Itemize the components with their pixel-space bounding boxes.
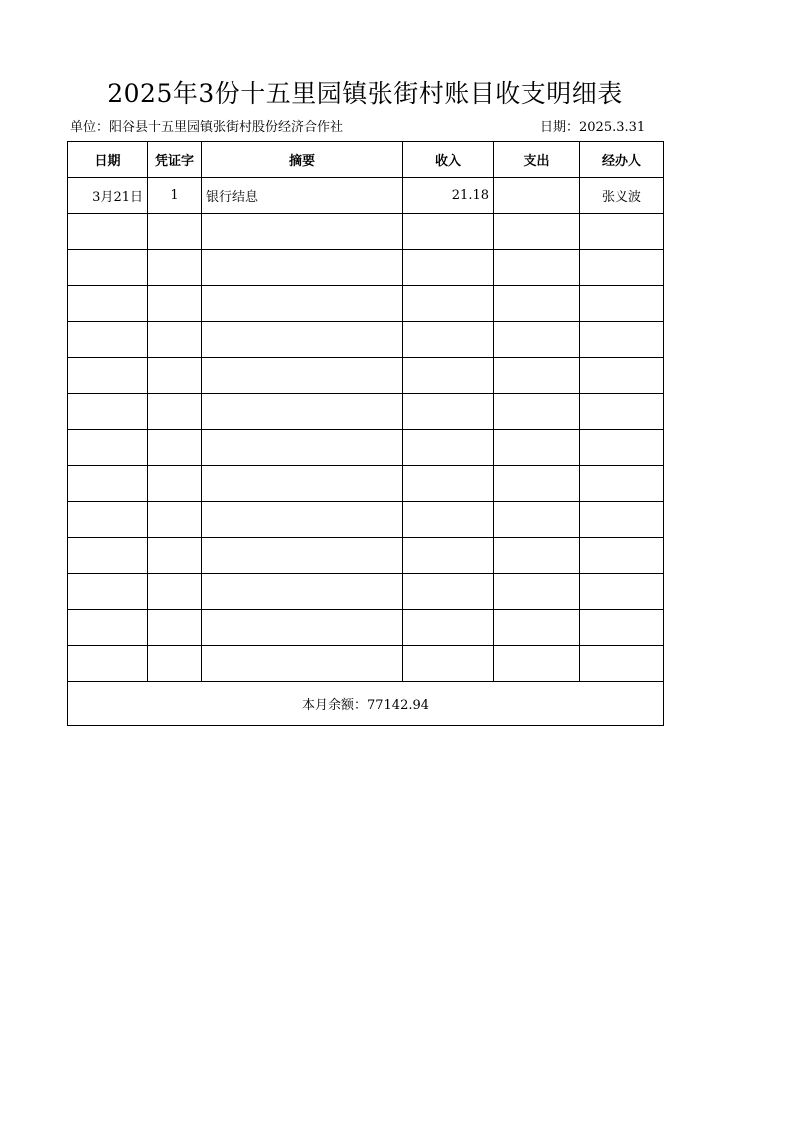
cell-summary — [202, 286, 403, 322]
cell-income — [403, 610, 494, 646]
cell-date — [68, 250, 148, 286]
cell-summary — [202, 502, 403, 538]
page-title: 2025年3份十五里园镇张街村账目收支明细表 — [107, 79, 623, 108]
cell-voucher — [148, 358, 202, 394]
header-expense: 支出 — [494, 142, 580, 178]
unit-label: 单位：阳谷县十五里园镇张街村股份经济合作社 — [70, 120, 344, 135]
cell-expense — [494, 358, 580, 394]
cell-handler — [580, 610, 664, 646]
ledger-body — [68, 178, 664, 682]
cell-summary: 银行结息 — [202, 178, 403, 214]
cell-expense — [494, 574, 580, 610]
cell-date — [68, 610, 148, 646]
cell-expense — [494, 250, 580, 286]
table-row — [68, 358, 664, 394]
cell-voucher — [148, 610, 202, 646]
header-income: 收入 — [403, 142, 494, 178]
cell-income — [403, 574, 494, 610]
cell-date — [68, 646, 148, 682]
table-row — [68, 466, 664, 502]
header-summary: 摘要 — [202, 142, 403, 178]
cell-expense — [494, 502, 580, 538]
cell-summary — [202, 574, 403, 610]
table-row — [68, 538, 664, 574]
balance-row — [68, 682, 664, 726]
cell-voucher — [148, 430, 202, 466]
header-date: 日期 — [68, 142, 148, 178]
table-row — [68, 286, 664, 322]
cell-income — [403, 430, 494, 466]
cell-income — [403, 286, 494, 322]
cell-handler — [580, 538, 664, 574]
cell-handler — [580, 250, 664, 286]
table-row — [68, 394, 664, 430]
cell-voucher — [148, 286, 202, 322]
table-row — [68, 610, 664, 646]
table-row — [68, 574, 664, 610]
cell-expense — [494, 466, 580, 502]
cell-handler — [580, 502, 664, 538]
cell-handler — [580, 322, 664, 358]
cell-voucher — [148, 322, 202, 358]
date-label: 日期：2025.3.31 — [540, 120, 646, 135]
table-row — [68, 214, 664, 250]
cell-voucher — [148, 574, 202, 610]
cell-income — [403, 502, 494, 538]
cell-date — [68, 538, 148, 574]
cell-date — [68, 394, 148, 430]
cell-voucher — [148, 214, 202, 250]
cell-summary — [202, 466, 403, 502]
cell-summary — [202, 430, 403, 466]
cell-voucher — [148, 502, 202, 538]
cell-handler — [580, 574, 664, 610]
cell-income — [403, 466, 494, 502]
cell-date — [68, 502, 148, 538]
cell-income — [403, 538, 494, 574]
cell-income: 21.18 — [403, 178, 494, 214]
cell-date: 3月21日 — [68, 178, 148, 214]
cell-summary — [202, 358, 403, 394]
cell-handler — [580, 430, 664, 466]
cell-voucher: 1 — [148, 178, 202, 214]
cell-income — [403, 322, 494, 358]
cell-summary — [202, 538, 403, 574]
header-row — [68, 142, 664, 178]
cell-date — [68, 358, 148, 394]
cell-handler — [580, 358, 664, 394]
cell-date — [68, 466, 148, 502]
table-row — [68, 322, 664, 358]
cell-summary — [202, 394, 403, 430]
cell-expense — [494, 538, 580, 574]
table-row — [68, 430, 664, 466]
cell-handler — [580, 394, 664, 430]
header-handler: 经办人 — [580, 142, 664, 178]
cell-date — [68, 574, 148, 610]
cell-expense — [494, 610, 580, 646]
cell-summary — [202, 610, 403, 646]
cell-voucher — [148, 466, 202, 502]
cell-handler — [580, 646, 664, 682]
cell-income — [403, 214, 494, 250]
cell-voucher — [148, 646, 202, 682]
table-row — [68, 646, 664, 682]
cell-handler — [580, 214, 664, 250]
balance-cell: 本月余额：77142.94 — [68, 682, 664, 726]
cell-voucher — [148, 538, 202, 574]
cell-expense — [494, 394, 580, 430]
cell-summary — [202, 322, 403, 358]
cell-expense — [494, 214, 580, 250]
cell-summary — [202, 214, 403, 250]
cell-voucher — [148, 394, 202, 430]
ledger-table — [67, 141, 664, 726]
cell-expense — [494, 430, 580, 466]
cell-income — [403, 646, 494, 682]
cell-handler — [580, 466, 664, 502]
cell-income — [403, 250, 494, 286]
cell-expense — [494, 322, 580, 358]
header-voucher: 凭证字 — [148, 142, 202, 178]
table-row — [68, 250, 664, 286]
table-row — [68, 502, 664, 538]
cell-date — [68, 322, 148, 358]
cell-voucher — [148, 250, 202, 286]
cell-income — [403, 394, 494, 430]
cell-date — [68, 430, 148, 466]
cell-expense — [494, 646, 580, 682]
cell-summary — [202, 250, 403, 286]
cell-handler: 张义波 — [580, 178, 664, 214]
cell-income — [403, 358, 494, 394]
table-row — [68, 178, 664, 214]
cell-date — [68, 286, 148, 322]
cell-handler — [580, 286, 664, 322]
cell-expense — [494, 178, 580, 214]
cell-date — [68, 214, 148, 250]
cell-expense — [494, 286, 580, 322]
cell-summary — [202, 646, 403, 682]
